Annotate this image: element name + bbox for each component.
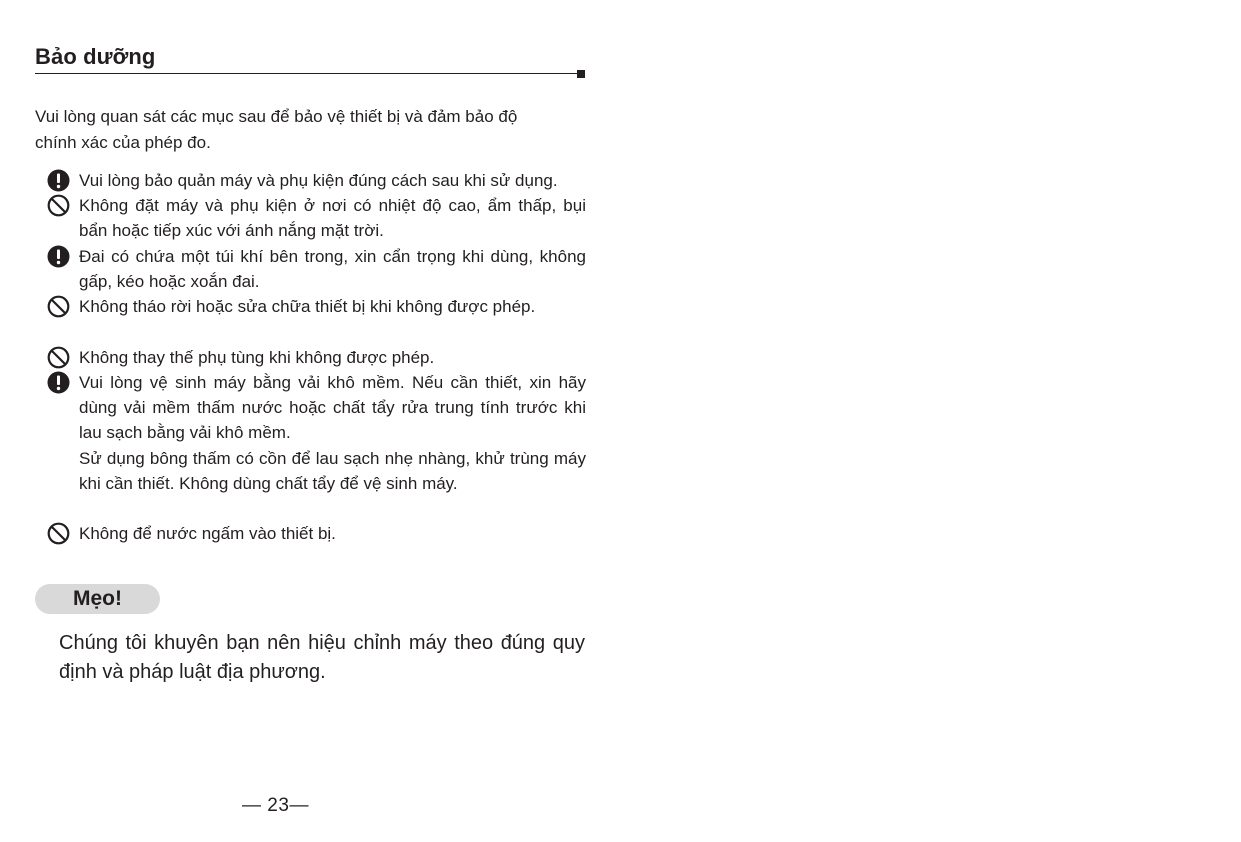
tip-paragraph: Chúng tôi khuyên bạn nên hiệu chỉnh máy theo đúng quy định và pháp luật địa phương.	[59, 632, 585, 683]
exclamation-icon	[47, 169, 70, 192]
tip-text	[59, 629, 585, 687]
maintenance-item-cuff	[47, 244, 586, 294]
manual-page	[35, 0, 586, 842]
item-text: Sử dụng bông thấm có cồn để lau sạch nhẹ nhàng, khử trùng máy khi cần thiết. Không dùng chất tẩy để vệ sinh máy.	[79, 448, 586, 493]
intro-paragraph	[35, 104, 555, 156]
intro-line: Vui lòng quan sát các mục sau để bảo vệ thiết bị và đảm bảo độ	[35, 107, 518, 126]
prohibited-icon	[47, 346, 70, 369]
item-text: Không thay thế phụ tùng khi không được phép.	[79, 348, 435, 367]
item-text: Vui lòng vệ sinh máy bằng vải khô mềm. Nếu cần thiết, xin hãy dùng vải mềm thấm nước hoặc chất tẩy rửa trung tính trước khi lau sạch bằng vải khô mềm.	[79, 373, 586, 443]
maintenance-item-water	[47, 521, 586, 546]
prohibited-icon	[47, 194, 70, 217]
maintenance-item-placement	[47, 193, 586, 243]
maintenance-item-parts	[47, 345, 586, 370]
prohibited-icon	[47, 522, 70, 545]
item-text: Không đặt máy và phụ kiện ở nơi có nhiệt độ cao, ẩm thấp, bụi bẩn hoặc tiếp xúc với ánh nắng mặt trời.	[79, 196, 586, 241]
heading-rule-end-square	[577, 70, 585, 78]
intro-line: chính xác của phép đo.	[35, 133, 211, 152]
section-heading: Bảo dưỡng	[35, 44, 156, 69]
tip-badge: Mẹo!	[35, 584, 160, 614]
item-text: Không để nước ngấm vào thiết bị.	[79, 524, 336, 543]
item-text: Không tháo rời hoặc sửa chữa thiết bị khi không được phép.	[79, 297, 536, 316]
item-text: Vui lòng bảo quản máy và phụ kiện đúng cách sau khi sử dụng.	[79, 171, 558, 190]
exclamation-icon	[47, 371, 70, 394]
maintenance-item-storage	[47, 168, 586, 193]
heading-rule	[35, 73, 581, 74]
maintenance-item-cleaning	[47, 370, 586, 496]
prohibited-icon	[47, 295, 70, 318]
page-number	[35, 794, 586, 818]
maintenance-item-disassembly	[47, 294, 586, 319]
item-text: Đai có chứa một túi khí bên trong, xin cẩn trọng khi dùng, không gấp, kéo hoặc xoắn đai.	[79, 247, 586, 292]
page-number-text: — 23—	[242, 795, 309, 816]
exclamation-icon	[47, 245, 70, 268]
